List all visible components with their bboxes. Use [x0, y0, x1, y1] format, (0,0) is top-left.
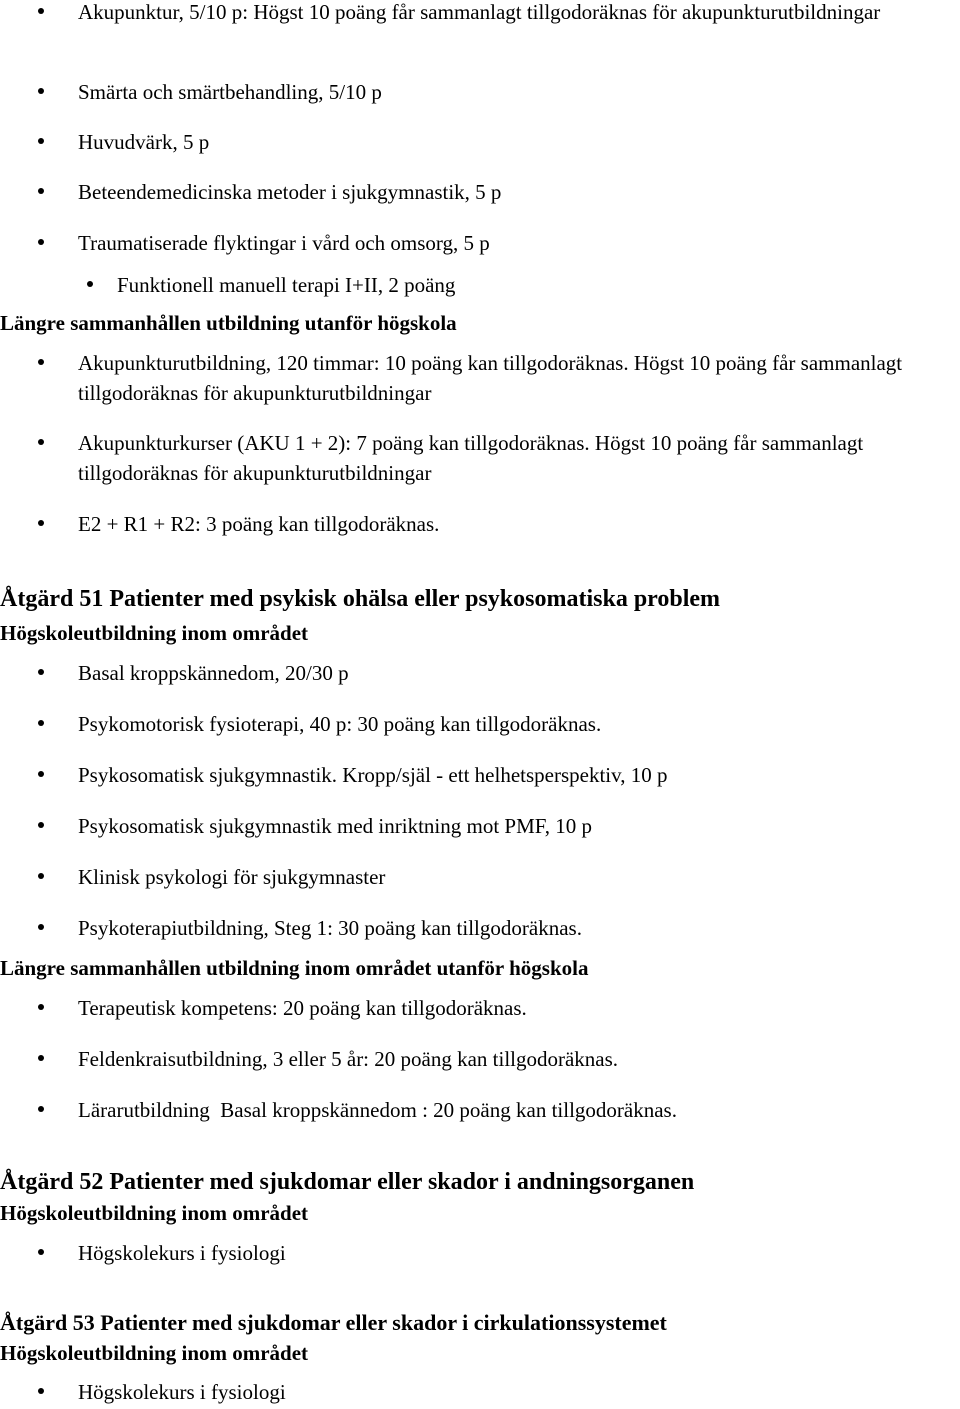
sub-list-item: Funktionell manuell terapi I+II, 2 poäng	[117, 270, 960, 300]
bullet-icon	[87, 281, 93, 287]
bullet-icon	[38, 669, 44, 675]
list-item: Huvudvärk, 5 p	[78, 127, 960, 157]
list-item: E2 + R1 + R2: 3 poäng kan tillgodoräknas.	[78, 509, 960, 539]
bullet-icon	[38, 138, 44, 144]
list-item: Terapeutisk kompetens: 20 poäng kan tillgodoräknas.	[78, 993, 960, 1023]
list-item: Akupunkturkurser (AKU 1 + 2): 7 poäng kan tillgodoräknas. Högst 10 poäng får sammanlagt tillgodoräknas för akupunkturutbildningar	[78, 428, 960, 488]
bullet-icon	[38, 439, 44, 445]
list-item: Psykomotorisk fysioterapi, 40 p: 30 poäng kan tillgodoräknas.	[78, 709, 960, 739]
list-item: Basal kroppskännedom, 20/30 p	[78, 658, 960, 688]
bullet-icon	[38, 1004, 44, 1010]
bullet-icon	[38, 924, 44, 930]
section-heading-atgard-51: Åtgärd 51 Patienter med psykisk ohälsa eller psykosomatiska problem	[0, 586, 721, 612]
bullet-icon	[38, 1388, 44, 1394]
bullet-icon	[38, 1249, 44, 1255]
subheading: Längre sammanhållen utbildning inom området utanför högskola	[0, 956, 589, 980]
bullet-icon	[38, 1055, 44, 1061]
list-item: Feldenkraisutbildning, 3 eller 5 år: 20 poäng kan tillgodoräknas.	[78, 1044, 960, 1074]
list-item: Psykosomatisk sjukgymnastik. Kropp/själ - ett helhetsperspektiv, 10 p	[78, 760, 960, 790]
bullet-icon	[38, 873, 44, 879]
bullet-icon	[38, 188, 44, 194]
bullet-icon	[38, 822, 44, 828]
list-item: Klinisk psykologi för sjukgymnaster	[78, 862, 960, 892]
list-item: Traumatiserade flyktingar i vård och omsorg, 5 p	[78, 228, 960, 258]
list-item: Smärta och smärtbehandling, 5/10 p	[78, 77, 960, 107]
subheading: Högskoleutbildning inom området	[0, 621, 309, 645]
bullet-icon	[38, 1106, 44, 1112]
bullet-icon	[38, 359, 44, 365]
bullet-icon	[38, 720, 44, 726]
list-item: Psykosomatisk sjukgymnastik med inriktning mot PMF, 10 p	[78, 811, 960, 841]
list-item: Högskolekurs i fysiologi	[78, 1377, 960, 1407]
list-item: Akupunkturutbildning, 120 timmar: 10 poäng kan tillgodoräknas. Högst 10 poäng får sammanlagt tillgodoräknas för akupunkturutbildningar	[78, 348, 960, 408]
list-item: Lärarutbildning Basal kroppskännedom : 20 poäng kan tillgodoräknas.	[78, 1095, 960, 1125]
subheading: Högskoleutbildning inom området	[0, 1341, 309, 1365]
list-item: Beteendemedicinska metoder i sjukgymnastik, 5 p	[78, 177, 960, 207]
list-item: Högskolekurs i fysiologi	[78, 1238, 960, 1268]
bullet-icon	[38, 771, 44, 777]
bullet-icon	[38, 520, 44, 526]
list-item: Akupunktur, 5/10 p: Högst 10 poäng får sammanlagt tillgodoräknas för akupunkturutbildningar	[78, 0, 960, 27]
section-heading-atgard-52: Åtgärd 52 Patienter med sjukdomar eller skador i andningsorganen	[0, 1169, 695, 1195]
list-item: Psykoterapiutbildning, Steg 1: 30 poäng kan tillgodoräknas.	[78, 913, 960, 943]
bullet-icon	[38, 8, 44, 14]
bullet-icon	[38, 239, 44, 245]
subheading: Längre sammanhållen utbildning utanför högskola	[0, 311, 457, 335]
subheading: Högskoleutbildning inom området	[0, 1201, 309, 1225]
bullet-icon	[38, 88, 44, 94]
section-heading-atgard-53: Åtgärd 53 Patienter med sjukdomar eller skador i cirkulationssystemet	[0, 1310, 667, 1335]
